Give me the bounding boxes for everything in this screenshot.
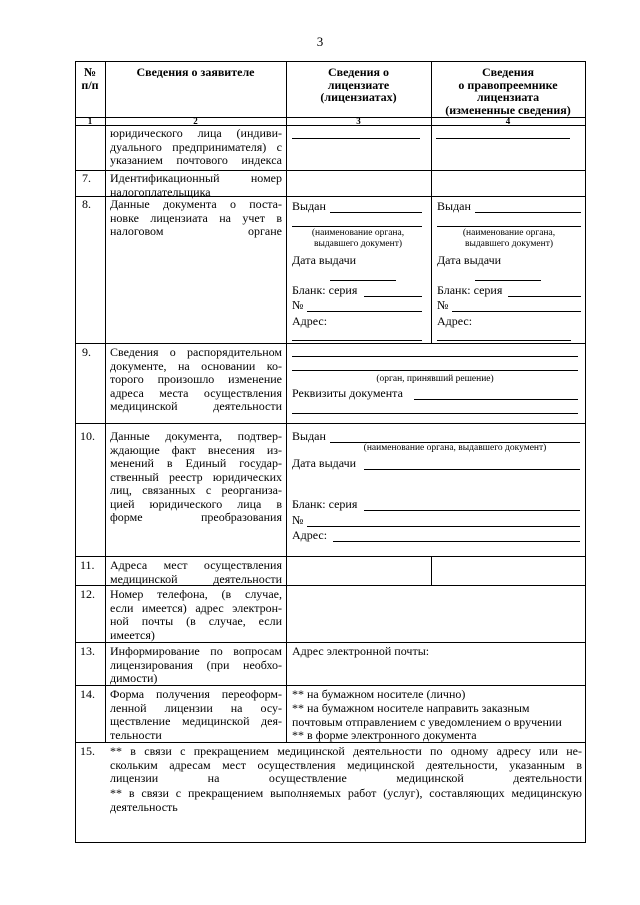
row15-option-addresses[interactable]: ** в связи с прекращением медицинской деятельности по одному адресу или не- скольким адресам мест осуществления медицинской деятельности, указанным в лицензии на осуществление медицинской деятельности <box>110 744 582 785</box>
row14-number: 14. <box>80 687 95 701</box>
col-number-1: 1 <box>87 116 93 126</box>
row14-option-electronic[interactable]: ** в форме электронного документа <box>292 728 477 742</box>
row8-successor-no-label: № <box>437 298 449 312</box>
row8-licensee-issued-label: Выдан <box>292 199 326 213</box>
row14-option-paper-personal[interactable]: ** на бумажном носителе (лично) <box>292 687 466 701</box>
row10-series-field[interactable] <box>364 510 580 511</box>
row8-successor-issuer-note: (наименование органа, выдавшего документ) <box>462 228 556 249</box>
row10-address-field[interactable] <box>333 541 580 542</box>
row10-series-label: Бланк: серия <box>292 497 358 511</box>
row10-date-field[interactable] <box>364 469 580 470</box>
row8-licensee-address-label: Адрес: <box>292 314 328 328</box>
header-col-successor: Сведения о правопреемнике лицензиата (измененные сведения) <box>445 65 571 117</box>
header-col-licensee: Сведения о лицензиате (лицензиатах) <box>320 65 397 104</box>
row8-licensee-no-field[interactable] <box>307 311 422 312</box>
row8-successor-series-label: Бланк: серия <box>437 283 503 297</box>
row9-requisites-field[interactable] <box>414 399 578 400</box>
row8-licensee-issued-field[interactable] <box>330 212 422 213</box>
row9-number: 9. <box>82 345 91 359</box>
col-number-4: 4 <box>505 116 511 126</box>
row10-issuer-note: (наименование органа, выдавшего документ) <box>363 443 547 453</box>
row13-email-label: Адрес электронной почты: <box>292 644 430 658</box>
row13-number: 13. <box>80 644 95 658</box>
row8-successor-no-field[interactable] <box>452 311 581 312</box>
row8-licensee-address-field[interactable] <box>292 340 422 341</box>
row8-successor-date-label: Дата выдачи <box>437 253 502 267</box>
col-number-2: 2 <box>193 116 198 126</box>
header-col-applicant: Сведения о заявителе <box>136 65 255 79</box>
row8-licensee-no-label: № <box>292 298 304 312</box>
row11-desc: Адреса мест осуществления медицинской деятельности <box>110 558 282 586</box>
row10-no-label: № <box>292 513 304 527</box>
row9-requisites-label: Реквизиты документа <box>292 386 403 400</box>
row8-licensee-series-field[interactable] <box>364 296 422 297</box>
row9-body-note: (орган, принявший решение) <box>376 374 494 384</box>
row-cont-field-licensee[interactable] <box>292 138 420 139</box>
page-number: 3 <box>316 34 324 49</box>
row8-licensee-series-label: Бланк: серия <box>292 283 358 297</box>
col-number-3: 3 <box>356 116 361 126</box>
row8-licensee-issuer-note: (наименование органа, выдавшего документ) <box>311 228 405 249</box>
row10-date-label: Дата выдачи <box>292 456 357 470</box>
row8-licensee-issued-field2[interactable] <box>292 226 422 227</box>
row7-desc: Идентификационный номер налогоплательщика <box>110 171 282 199</box>
row8-licensee-date-field[interactable] <box>330 280 396 281</box>
row10-issued-label: Выдан <box>292 429 326 443</box>
row13-desc: Информирование по вопросам лицензирования (при необхо- димости) <box>110 644 282 685</box>
row9-field-1[interactable] <box>292 356 578 357</box>
row8-successor-issued-field2[interactable] <box>437 226 581 227</box>
row8-successor-address-field[interactable] <box>437 340 571 341</box>
row8-successor-issued-field[interactable] <box>475 212 581 213</box>
row-cont-field-successor[interactable] <box>436 138 570 139</box>
row8-desc: Данные документа о поста- новке лицензиата на учет в налоговом органе <box>110 197 282 238</box>
header-col-number: № п/п <box>81 65 99 92</box>
row8-successor-issued-label: Выдан <box>437 199 471 213</box>
row12-number: 12. <box>80 587 95 601</box>
row8-successor-date-field[interactable] <box>475 280 541 281</box>
row-cont-desc: юридического лица (индиви- дуального предпринимателя) с указанием почтового индекса <box>110 126 282 167</box>
row9-requisites-field2[interactable] <box>292 413 578 414</box>
row15-number: 15. <box>80 744 95 758</box>
row15-option-works[interactable]: ** в связи с прекращением выполняемых работ (услуг), составляющих медицинскую деятельность <box>110 786 582 814</box>
row10-number: 10. <box>80 429 95 443</box>
row14-option-paper-mail[interactable]: ** на бумажном носителе направить заказным почтовым отправлением с уведомлением о вручении <box>292 701 562 729</box>
row12-desc: Номер телефона, (в случае, если имеется) адрес электрон- ной почты (в случае, если имеется) <box>110 587 282 642</box>
row10-address-label: Адрес: <box>292 528 328 542</box>
row8-successor-address-label: Адрес: <box>437 314 473 328</box>
row10-no-field[interactable] <box>307 526 580 527</box>
row8-licensee-date-label: Дата выдачи <box>292 253 357 267</box>
row8-successor-series-field[interactable] <box>508 296 581 297</box>
row11-number: 11. <box>80 558 95 572</box>
row8-number: 8. <box>82 197 91 211</box>
row9-desc: Сведения о распорядительном документе, на основании ко- торого произошло изменение адреса места осуществления медицинской деятельности <box>110 345 282 413</box>
row14-desc: Форма получения переоформ- ленной лицензии на осу- ществление медицинской дея- тельности <box>110 687 282 742</box>
row7-number: 7. <box>82 171 91 185</box>
row9-field-2[interactable] <box>292 370 578 371</box>
row10-desc: Данные документа, подтвер- ждающие факт внесения из- менений в Единый государ- ственный реестр юридических лиц, связанных с реорганиза- цией юридического лица в форме преобразования <box>110 429 282 524</box>
